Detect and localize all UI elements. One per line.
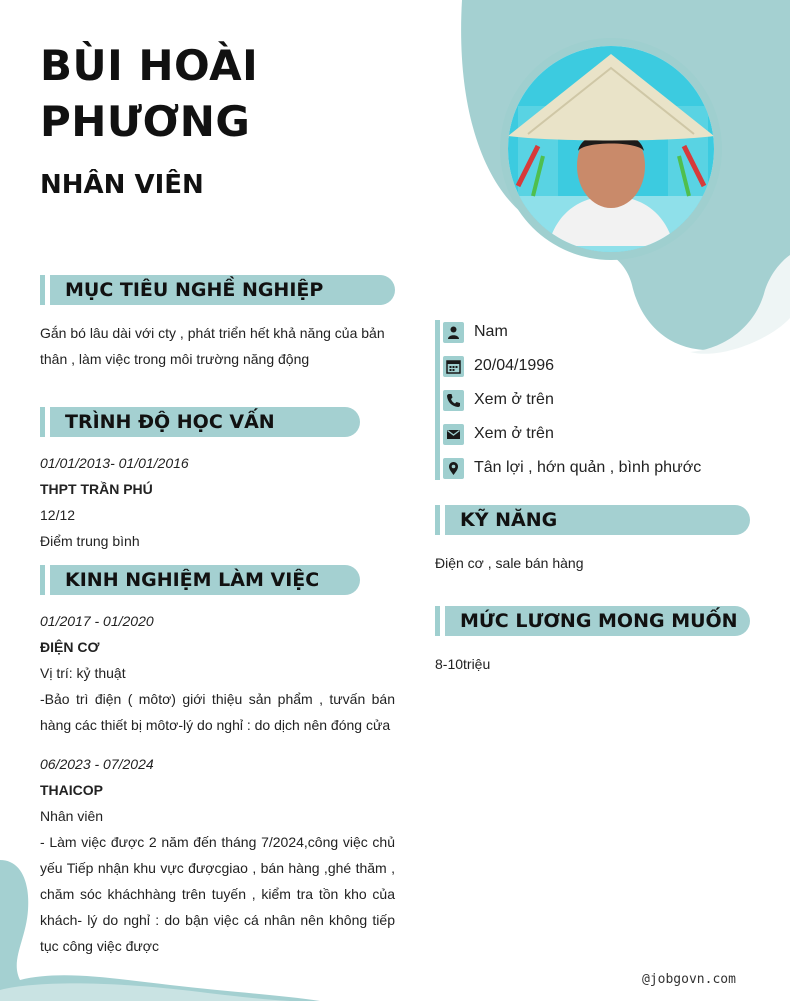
heading-label: KINH NGHIỆM LÀM VIỆC xyxy=(50,565,360,595)
heading-label: MỤC TIÊU NGHỀ NGHIỆP xyxy=(50,275,395,305)
education-grade: Điểm trung bình xyxy=(40,533,140,549)
job-period: 01/2017 - 01/2020 xyxy=(40,613,154,629)
job-description: - Làm việc được 2 năm đến tháng 7/2024,công việc chủ yếu Tiếp nhận khu vực đượcgiao , bán hàng ,ghé thăm , chăm sóc kháchhàng trên tuyến , kiểm tra tồn kho của khách- lý do nghỉ : do bận việc cá nhân nên không tiếp tục công việc được xyxy=(40,834,395,954)
skills-heading xyxy=(435,505,750,535)
job-role: Vị trí: kỷ thuật xyxy=(40,665,126,681)
profile-photo xyxy=(508,46,714,252)
job-period: 06/2023 - 07/2024 xyxy=(40,756,154,772)
company-name: ĐIỆN CƠ xyxy=(40,639,100,655)
education-period: 01/01/2013- 01/01/2016 xyxy=(40,455,189,471)
watermark: @jobgovn.com xyxy=(642,972,736,987)
calendar-icon xyxy=(443,356,464,377)
job-entry xyxy=(40,751,395,959)
education-level: 12/12 xyxy=(40,507,76,523)
phone-icon xyxy=(443,390,464,411)
education-entry xyxy=(40,450,395,554)
contact-value: 20/04/1996 xyxy=(474,357,555,374)
person-icon xyxy=(443,322,464,343)
mail-icon xyxy=(443,424,464,445)
job-description: -Bảo trì điện ( môtơ) giới thiệu sản phẩm , tưvấn bán hàng các thiết bị môtơ-lý do nghỉ : do dịch nên đóng cửa xyxy=(40,691,395,733)
skills-text: Điện cơ , sale bán hàng xyxy=(435,555,584,571)
contact-value: Xem ở trên xyxy=(474,391,554,408)
job-entry xyxy=(40,608,395,738)
company-name: THAICOP xyxy=(40,782,103,798)
school-name: THPT TRẦN PHÚ xyxy=(40,481,153,497)
heading-label: MỨC LƯƠNG MONG MUỐN xyxy=(445,606,750,636)
objective-heading xyxy=(40,275,395,305)
contact-value: Nam xyxy=(474,323,508,340)
location-pin-icon xyxy=(443,458,464,479)
salary-heading xyxy=(435,606,750,636)
experience-heading xyxy=(40,565,360,595)
job-role: Nhân viên xyxy=(40,808,104,824)
contact-value: Xem ở trên xyxy=(474,425,554,442)
heading-accent-bar xyxy=(435,606,440,636)
education-heading xyxy=(40,407,360,437)
experience-list xyxy=(40,608,395,959)
candidate-name: BÙI HOÀI PHƯƠNG xyxy=(40,41,259,146)
heading-label: KỸ NĂNG xyxy=(445,505,750,535)
objective-text: Gắn bó lâu dài với cty , phát triển hết khả năng của bản thân , làm việc trong môi trường năng động xyxy=(40,325,385,367)
heading-accent-bar xyxy=(40,275,45,305)
heading-accent-bar xyxy=(40,565,45,595)
heading-accent-bar xyxy=(435,505,440,535)
heading-accent-bar xyxy=(40,407,45,437)
heading-label: TRÌNH ĐỘ HỌC VẤN xyxy=(50,407,360,437)
job-title: NHÂN VIÊN xyxy=(40,170,204,200)
contact-accent-rail xyxy=(435,320,440,480)
contact-value: Tân lợi , hớn quản , bình phước xyxy=(474,459,702,476)
salary-text: 8-10triệu xyxy=(435,656,491,672)
